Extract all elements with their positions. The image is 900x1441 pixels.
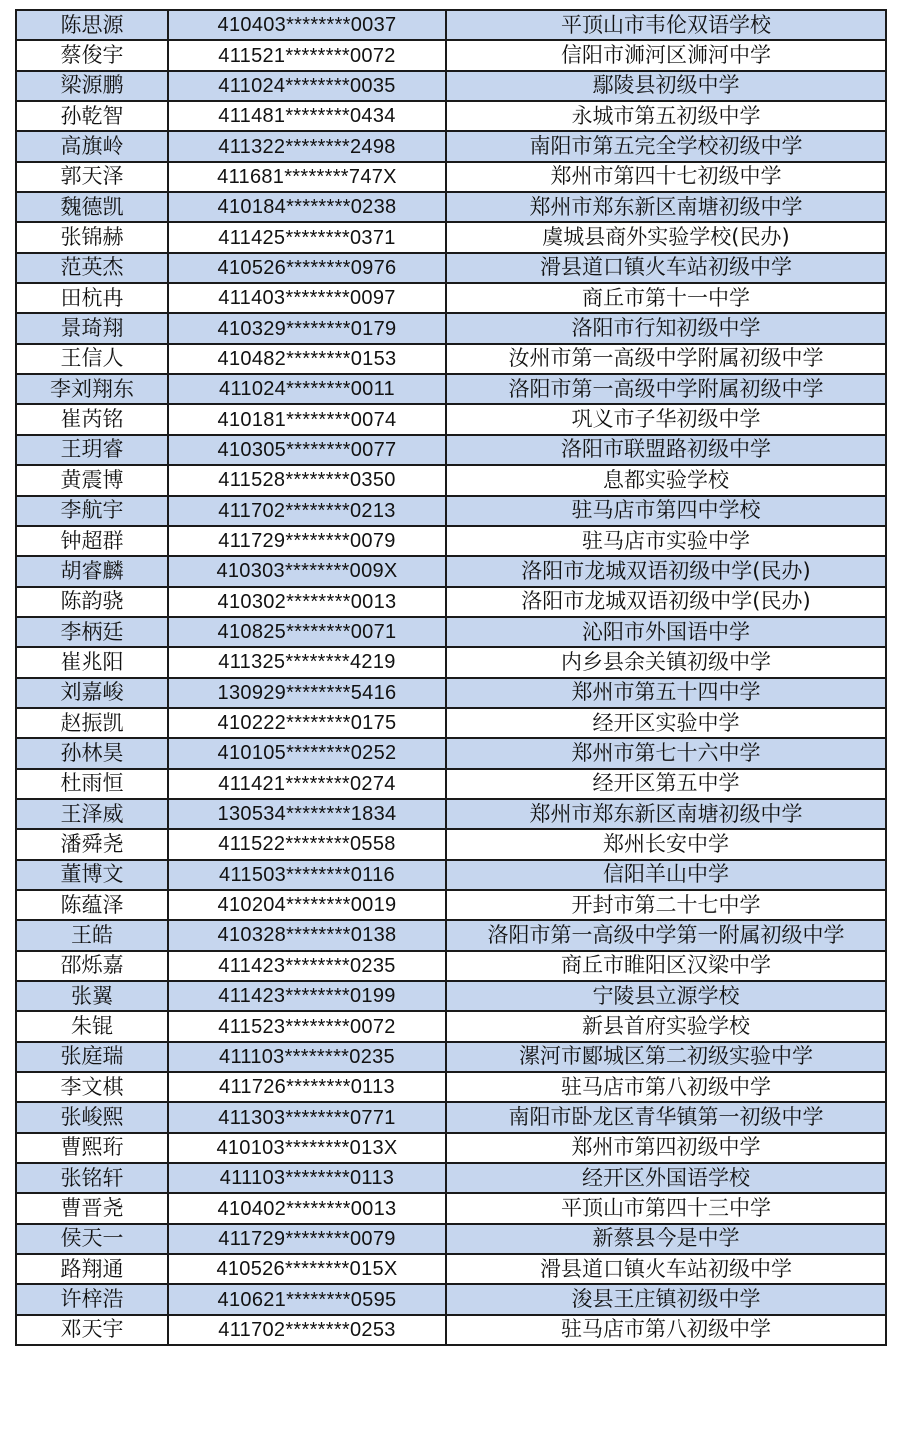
id-number-cell: 411726********0113 <box>168 1072 446 1102</box>
id-number-cell: 411521********0072 <box>168 40 446 70</box>
table-row <box>16 981 886 1011</box>
table-row <box>16 890 886 920</box>
id-number-cell: 411423********0199 <box>168 981 446 1011</box>
student-name-cell: 崔兆阳 <box>16 647 168 677</box>
table-row <box>16 708 886 738</box>
school-name-cell: 平顶山市韦伦双语学校 <box>446 10 886 40</box>
id-number-cell: 411523********0072 <box>168 1011 446 1041</box>
table-row <box>16 1072 886 1102</box>
table-row <box>16 617 886 647</box>
school-name-cell: 宁陵县立源学校 <box>446 981 886 1011</box>
school-name-cell: 商丘市睢阳区汉梁中学 <box>446 951 886 981</box>
school-name-cell: 驻马店市第四中学校 <box>446 496 886 526</box>
id-number-cell: 410403********0037 <box>168 10 446 40</box>
school-name-cell: 滑县道口镇火车站初级中学 <box>446 1254 886 1284</box>
table-row <box>16 404 886 434</box>
id-number-cell: 411503********0116 <box>168 860 446 890</box>
school-name-cell: 虞城县商外实验学校(民办) <box>446 222 886 252</box>
id-number-cell: 411528********0350 <box>168 465 446 495</box>
id-number-cell: 410402********0013 <box>168 1193 446 1223</box>
table-row <box>16 162 886 192</box>
student-name-cell: 胡睿麟 <box>16 556 168 586</box>
student-name-cell: 崔芮铭 <box>16 404 168 434</box>
school-name-cell: 平顶山市第四十三中学 <box>446 1193 886 1223</box>
school-name-cell: 洛阳市龙城双语初级中学(民办) <box>446 556 886 586</box>
student-name-cell: 侯天一 <box>16 1224 168 1254</box>
student-name-cell: 孙林昊 <box>16 738 168 768</box>
id-number-cell: 411024********0035 <box>168 71 446 101</box>
table-row <box>16 1133 886 1163</box>
student-name-cell: 潘舜尧 <box>16 829 168 859</box>
school-name-cell: 新县首府实验学校 <box>446 1011 886 1041</box>
school-name-cell: 沁阳市外国语中学 <box>446 617 886 647</box>
table-row <box>16 587 886 617</box>
student-name-cell: 陈蕴泽 <box>16 890 168 920</box>
table-row <box>16 313 886 343</box>
table-row <box>16 1224 886 1254</box>
student-name-cell: 赵振凯 <box>16 708 168 738</box>
school-name-cell: 滑县道口镇火车站初级中学 <box>446 253 886 283</box>
id-number-cell: 410105********0252 <box>168 738 446 768</box>
table-row <box>16 1315 886 1345</box>
table-row <box>16 101 886 131</box>
student-name-cell: 路翔通 <box>16 1254 168 1284</box>
id-number-cell: 411303********0771 <box>168 1102 446 1132</box>
school-name-cell: 汝州市第一高级中学附属初级中学 <box>446 344 886 374</box>
id-number-cell: 410181********0074 <box>168 404 446 434</box>
student-name-cell: 王皓 <box>16 920 168 950</box>
id-number-cell: 411322********2498 <box>168 131 446 161</box>
school-name-cell: 漯河市郾城区第二初级实验中学 <box>446 1042 886 1072</box>
table-row <box>16 40 886 70</box>
id-number-cell: 410825********0071 <box>168 617 446 647</box>
student-name-cell: 范英杰 <box>16 253 168 283</box>
student-name-cell: 陈思源 <box>16 10 168 40</box>
roster-body <box>16 10 886 1345</box>
school-name-cell: 经开区外国语学校 <box>446 1163 886 1193</box>
student-name-cell: 李航宇 <box>16 496 168 526</box>
school-name-cell: 永城市第五初级中学 <box>446 101 886 131</box>
school-name-cell: 巩义市子华初级中学 <box>446 404 886 434</box>
id-number-cell: 410303********009X <box>168 556 446 586</box>
school-name-cell: 息都实验学校 <box>446 465 886 495</box>
table-row <box>16 799 886 829</box>
student-name-cell: 张锦赫 <box>16 222 168 252</box>
table-row <box>16 131 886 161</box>
id-number-cell: 410482********0153 <box>168 344 446 374</box>
school-name-cell: 郑州市第七十六中学 <box>446 738 886 768</box>
table-row <box>16 253 886 283</box>
id-number-cell: 410302********0013 <box>168 587 446 617</box>
school-name-cell: 洛阳市第一高级中学附属初级中学 <box>446 374 886 404</box>
table-row <box>16 283 886 313</box>
student-name-cell: 李柄廷 <box>16 617 168 647</box>
table-row <box>16 1284 886 1314</box>
student-name-cell: 陈韵骁 <box>16 587 168 617</box>
id-number-cell: 411421********0274 <box>168 769 446 799</box>
table-row <box>16 860 886 890</box>
student-name-cell: 张翼 <box>16 981 168 1011</box>
school-name-cell: 郑州市第四初级中学 <box>446 1133 886 1163</box>
student-name-cell: 李文棋 <box>16 1072 168 1102</box>
table-row <box>16 435 886 465</box>
school-name-cell: 商丘市第十一中学 <box>446 283 886 313</box>
table-row <box>16 829 886 859</box>
id-number-cell: 411425********0371 <box>168 222 446 252</box>
table-row <box>16 951 886 981</box>
student-name-cell: 景琦翔 <box>16 313 168 343</box>
student-name-cell: 高旗岭 <box>16 131 168 161</box>
student-name-cell: 李刘翔东 <box>16 374 168 404</box>
table-row <box>16 1254 886 1284</box>
id-number-cell: 411103********0235 <box>168 1042 446 1072</box>
id-number-cell: 411522********0558 <box>168 829 446 859</box>
school-name-cell: 经开区实验中学 <box>446 708 886 738</box>
school-name-cell: 洛阳市行知初级中学 <box>446 313 886 343</box>
id-number-cell: 410305********0077 <box>168 435 446 465</box>
student-name-cell: 王玥睿 <box>16 435 168 465</box>
student-roster-table <box>15 9 887 1346</box>
table-row <box>16 647 886 677</box>
table-row <box>16 192 886 222</box>
student-name-cell: 曹熙珩 <box>16 1133 168 1163</box>
id-number-cell: 411403********0097 <box>168 283 446 313</box>
id-number-cell: 411481********0434 <box>168 101 446 131</box>
student-name-cell: 王信人 <box>16 344 168 374</box>
school-name-cell: 南阳市卧龙区青华镇第一初级中学 <box>446 1102 886 1132</box>
table-row <box>16 556 886 586</box>
school-name-cell: 郑州市第五十四中学 <box>446 678 886 708</box>
student-name-cell: 孙乾智 <box>16 101 168 131</box>
school-name-cell: 驻马店市第八初级中学 <box>446 1315 886 1345</box>
id-number-cell: 411103********0113 <box>168 1163 446 1193</box>
student-name-cell: 朱锟 <box>16 1011 168 1041</box>
student-name-cell: 钟超群 <box>16 526 168 556</box>
student-name-cell: 田杭冉 <box>16 283 168 313</box>
school-name-cell: 新蔡县今是中学 <box>446 1224 886 1254</box>
student-name-cell: 郭天泽 <box>16 162 168 192</box>
student-name-cell: 曹晋尧 <box>16 1193 168 1223</box>
table-row <box>16 222 886 252</box>
student-name-cell: 邵烁嘉 <box>16 951 168 981</box>
id-number-cell: 411325********4219 <box>168 647 446 677</box>
school-name-cell: 鄢陵县初级中学 <box>446 71 886 101</box>
id-number-cell: 410329********0179 <box>168 313 446 343</box>
student-name-cell: 梁源鹏 <box>16 71 168 101</box>
table-row <box>16 769 886 799</box>
table-row <box>16 374 886 404</box>
student-name-cell: 张铭轩 <box>16 1163 168 1193</box>
id-number-cell: 410526********015X <box>168 1254 446 1284</box>
table-row <box>16 496 886 526</box>
id-number-cell: 130534********1834 <box>168 799 446 829</box>
table-row <box>16 344 886 374</box>
student-name-cell: 魏德凯 <box>16 192 168 222</box>
student-name-cell: 杜雨恒 <box>16 769 168 799</box>
table-row <box>16 678 886 708</box>
school-name-cell: 信阳羊山中学 <box>446 860 886 890</box>
school-name-cell: 郑州市第四十七初级中学 <box>446 162 886 192</box>
id-number-cell: 410184********0238 <box>168 192 446 222</box>
school-name-cell: 开封市第二十七中学 <box>446 890 886 920</box>
table-row <box>16 1102 886 1132</box>
table-row <box>16 1163 886 1193</box>
id-number-cell: 411702********0253 <box>168 1315 446 1345</box>
id-number-cell: 411702********0213 <box>168 496 446 526</box>
school-name-cell: 内乡县余关镇初级中学 <box>446 647 886 677</box>
student-name-cell: 王泽威 <box>16 799 168 829</box>
table-row <box>16 10 886 40</box>
school-name-cell: 信阳市浉河区浉河中学 <box>446 40 886 70</box>
id-number-cell: 410328********0138 <box>168 920 446 950</box>
school-name-cell: 洛阳市第一高级中学第一附属初级中学 <box>446 920 886 950</box>
school-name-cell: 经开区第五中学 <box>446 769 886 799</box>
id-number-cell: 411729********0079 <box>168 526 446 556</box>
table-row <box>16 1011 886 1041</box>
student-name-cell: 蔡俊宇 <box>16 40 168 70</box>
school-name-cell: 驻马店市实验中学 <box>446 526 886 556</box>
table-row <box>16 465 886 495</box>
id-number-cell: 130929********5416 <box>168 678 446 708</box>
school-name-cell: 驻马店市第八初级中学 <box>446 1072 886 1102</box>
school-name-cell: 洛阳市联盟路初级中学 <box>446 435 886 465</box>
table-row <box>16 71 886 101</box>
school-name-cell: 郑州长安中学 <box>446 829 886 859</box>
student-name-cell: 黄震博 <box>16 465 168 495</box>
student-name-cell: 刘嘉峻 <box>16 678 168 708</box>
student-name-cell: 张峻熙 <box>16 1102 168 1132</box>
school-name-cell: 南阳市第五完全学校初级中学 <box>446 131 886 161</box>
table-row <box>16 526 886 556</box>
school-name-cell: 洛阳市龙城双语初级中学(民办) <box>446 587 886 617</box>
table-row <box>16 1193 886 1223</box>
school-name-cell: 郑州市郑东新区南塘初级中学 <box>446 192 886 222</box>
id-number-cell: 410103********013X <box>168 1133 446 1163</box>
id-number-cell: 411729********0079 <box>168 1224 446 1254</box>
id-number-cell: 410204********0019 <box>168 890 446 920</box>
id-number-cell: 410526********0976 <box>168 253 446 283</box>
id-number-cell: 410222********0175 <box>168 708 446 738</box>
table-row <box>16 920 886 950</box>
id-number-cell: 411423********0235 <box>168 951 446 981</box>
id-number-cell: 410621********0595 <box>168 1284 446 1314</box>
student-name-cell: 邓天宇 <box>16 1315 168 1345</box>
student-name-cell: 许梓浩 <box>16 1284 168 1314</box>
table-row <box>16 1042 886 1072</box>
school-name-cell: 郑州市郑东新区南塘初级中学 <box>446 799 886 829</box>
id-number-cell: 411681********747X <box>168 162 446 192</box>
student-name-cell: 董博文 <box>16 860 168 890</box>
student-name-cell: 张庭瑞 <box>16 1042 168 1072</box>
school-name-cell: 浚县王庄镇初级中学 <box>446 1284 886 1314</box>
id-number-cell: 411024********0011 <box>168 374 446 404</box>
table-row <box>16 738 886 768</box>
